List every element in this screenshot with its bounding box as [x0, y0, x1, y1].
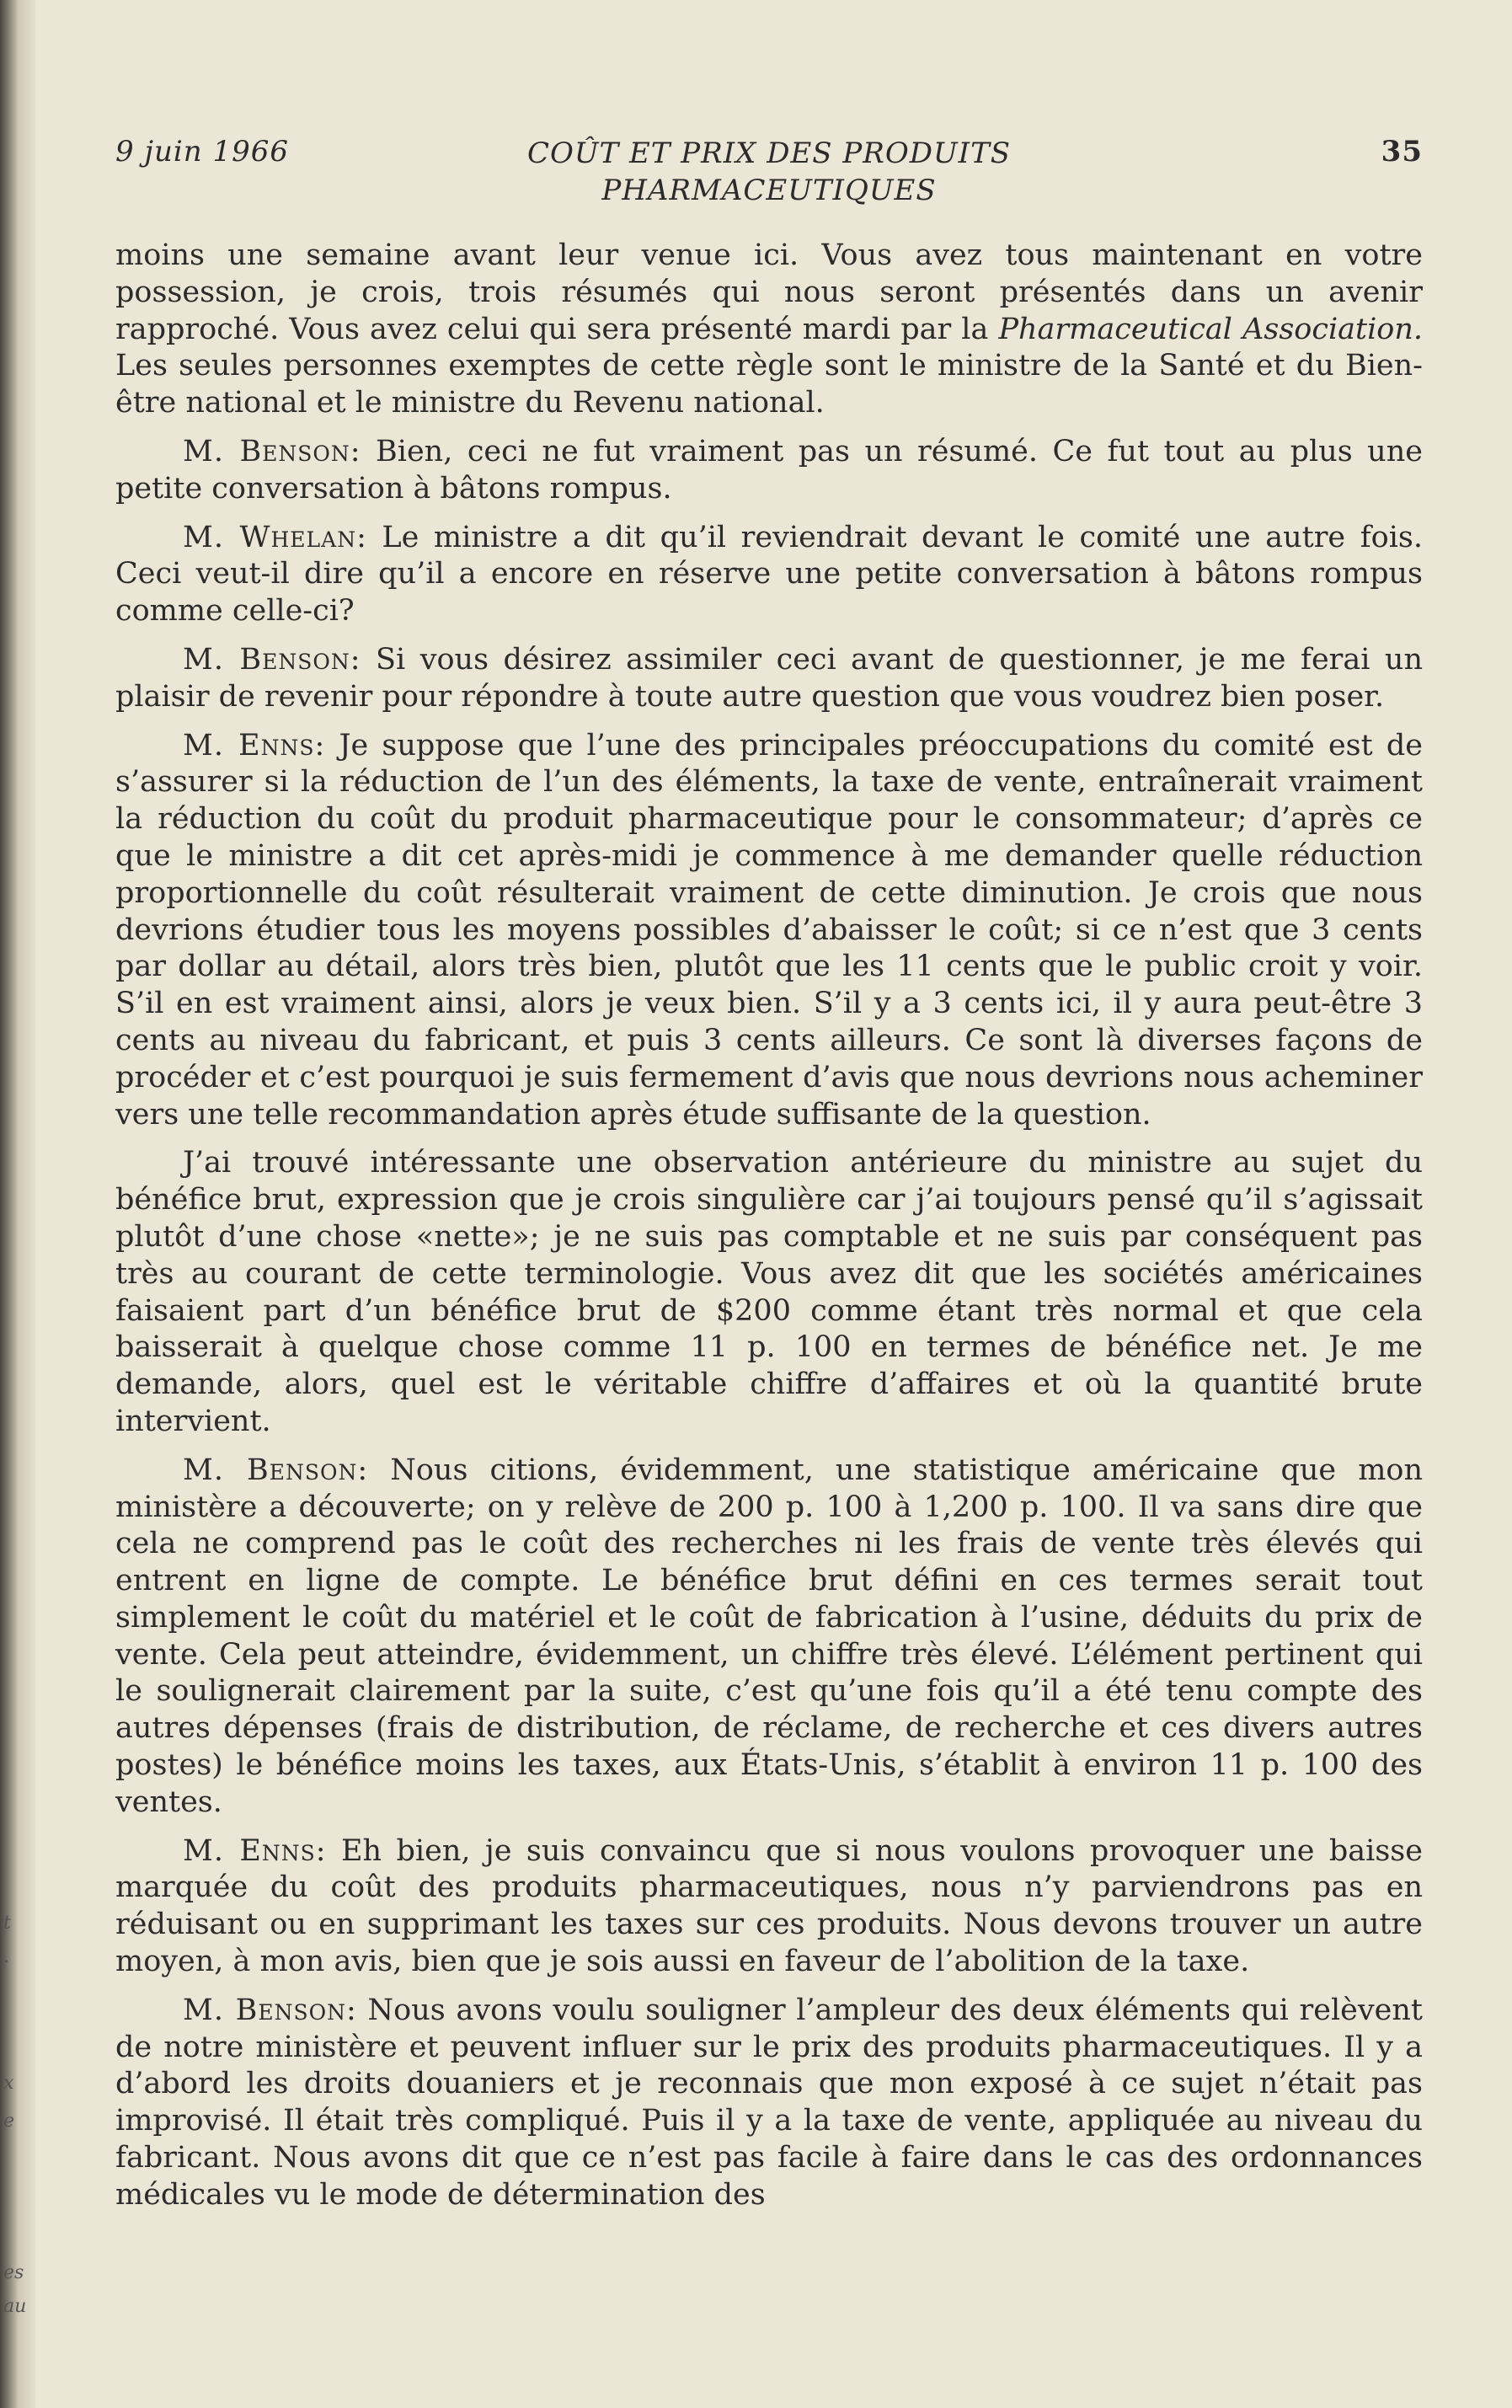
header-title — [115, 135, 1423, 209]
paragraph — [115, 238, 1423, 422]
paragraph-text: Bien, ceci ne fut vraiment pas un résumé. Ce fut tout au plus une petite conversation à bâtons rompus. — [115, 434, 1423, 506]
paragraph-text: Nous citions, évidemment, une statistique américaine que mon ministère a découverte; on y relève de 200 p. 100 à 1,200 p. 100. Il va sans dire que cela ne comprend pas le coût des recherches ni les frais de vente très élevés qui entrent en ligne de compte. Le bénéfice brut défini en ces termes serait tout simplement le coût du matériel et le coût de fabrication à l’usine, déduits du prix de vente. Cela peut atteindre, évidemment, un chiffre très élevé. L’élément pertinent qui le soulignerait clairement par la suite, c’est qu’une fois qu’il a été tenu compte des autres dépenses (frais de distribution, de réclame, de recherche et ces divers autres postes) le bénéfice moins les taxes, aux États-Unis, s’établit à environ 11 p. 100 des ventes. — [115, 1453, 1423, 1819]
paragraph — [115, 642, 1423, 716]
header-title-line-1: COÛT ET PRIX DES PRODUITS — [526, 136, 1012, 170]
emphasized-text: Pharmaceutical Association. — [998, 312, 1424, 346]
gutter-mark: au — [3, 2296, 27, 2317]
speaker-name: M. Benson: — [183, 434, 361, 468]
header-title-line-2: PHARMACEUTIQUES — [601, 174, 937, 207]
gutter-mark: . — [3, 1946, 9, 1967]
gutter-mark: es — [3, 2262, 24, 2283]
paragraph-text: J’ai trouvé intéressante une observation antérieure du ministre au sujet du bénéfice brut, expression que je crois singulière car j’ai toujours pensé qu’il s’agissait plutôt d’une chose «nette»; je ne suis pas comptable et ne suis par conséquent pas très au courant de cette terminologie. Vous avez dit que les sociétés américaines faisaient part d’un bénéfice brut de $200 comme étant très normal et que cela baisserait à quelque chose comme 11 p. 100 en termes de bénéfice net. Je me demande, alors, quel est le véritable chiffre d’affaires et où la quantité brute intervient. — [115, 1146, 1423, 1438]
header-date: 9 juin 1966 — [115, 135, 289, 169]
paragraph-text: Nous avons voulu souligner l’ampleur des deux éléments qui relèvent de notre ministère et peuvent influer sur le prix des produits pharmaceutiques. Il y a d’abord les droits douaniers et je reconnais que mon exposé à ce sujet n’était pas improvisé. Il était très compliqué. Puis il y a la taxe de vente, appliquée au niveau du fabricant. Nous avons dit que ce n’est pas facile à faire dans le cas des ordonnances médicales vu le mode de détermination des — [115, 1993, 1423, 2212]
book-binding-gutter — [0, 0, 35, 2408]
paragraph — [115, 1833, 1423, 1981]
paragraph-text: Si vous désirez assimiler ceci avant de questionner, je me ferai un plaisir de revenir pour répondre à toute autre question que vous voudrez bien poser. — [115, 642, 1423, 714]
speaker-name: M. Benson: — [183, 642, 361, 677]
gutter-mark: x — [3, 2073, 14, 2094]
paragraph — [115, 434, 1423, 508]
paragraph — [115, 1453, 1423, 1822]
paragraph-text: Le ministre a dit qu’il reviendrait devant le comité une autre fois. Ceci veut-il dire qu’il a encore en réserve une petite conversation à bâtons rompus comme celle-ci? — [115, 520, 1423, 629]
speaker-name: M. Enns: — [183, 728, 326, 763]
paragraph — [115, 1145, 1423, 1440]
gutter-mark: e — [3, 2111, 15, 2132]
paragraph — [115, 1993, 1423, 2214]
speaker-name: M. Benson: — [183, 1453, 369, 1487]
speaker-name: M. Enns: — [183, 1833, 327, 1868]
document-page — [115, 126, 1423, 2226]
gutter-mark: t — [3, 1913, 11, 1934]
paragraph-text: moins une semaine avant leur venue ici. Vous avez tous maintenant en votre possession, je crois, trois résumés qui nous seront présentés dans un avenir rapproché. Vous avez celui qui sera présenté mardi par la — [115, 238, 1423, 346]
paragraph — [115, 728, 1423, 1134]
speaker-name: M. Benson: — [183, 1993, 357, 2027]
running-header — [115, 126, 1423, 207]
paragraph-text: Je suppose que l’une des principales préoccupations du comité est de s’assurer si la réduction de l’un des éléments, la taxe de vente, entraînerait vraiment la réduction du coût du produit pharmaceutique pour le consommateur; d’après ce que le ministre a dit cet après-midi je commence à me demander quelle réduction proportionnelle du coût résulterait vraiment de cette diminution. Je crois que nous devrions étudier tous les moyens possibles d’abaisser le coût; si ce n’est que 3 cents par dollar au détail, alors très bien, plutôt que les 11 cents que le public croit y voir. S’il en est vraiment ainsi, alors je veux bien. S’il y a 3 cents ici, il y aura peut-être 3 cents au niveau du fabricant, et puis 3 cents ailleurs. Ce sont là diverses façons de procéder et c’est pourquoi je suis fermement d’avis que nous devrions nous acheminer vers une telle recommandation après étude suffisante de la question. — [115, 728, 1423, 1132]
paragraph-text: Eh bien, je suis convaincu que si nous voulons provoquer une baisse marquée du coût des produits pharmaceutiques, nous n’y parviendrons pas en réduisant ou en supprimant les taxes sur ces produits. Nous devons trouver un autre moyen, à mon avis, bien que je sois aussi en faveur de l’abolition de la taxe. — [115, 1833, 1423, 1979]
paragraph — [115, 520, 1423, 630]
page-number: 35 — [1381, 135, 1423, 169]
paragraph-text: Les seules personnes exemptes de cette règle sont le ministre de la Santé et du Bien-être national et le ministre du Revenu national. — [115, 349, 1423, 420]
speaker-name: M. Whelan: — [183, 520, 367, 554]
document-body — [115, 238, 1423, 2214]
